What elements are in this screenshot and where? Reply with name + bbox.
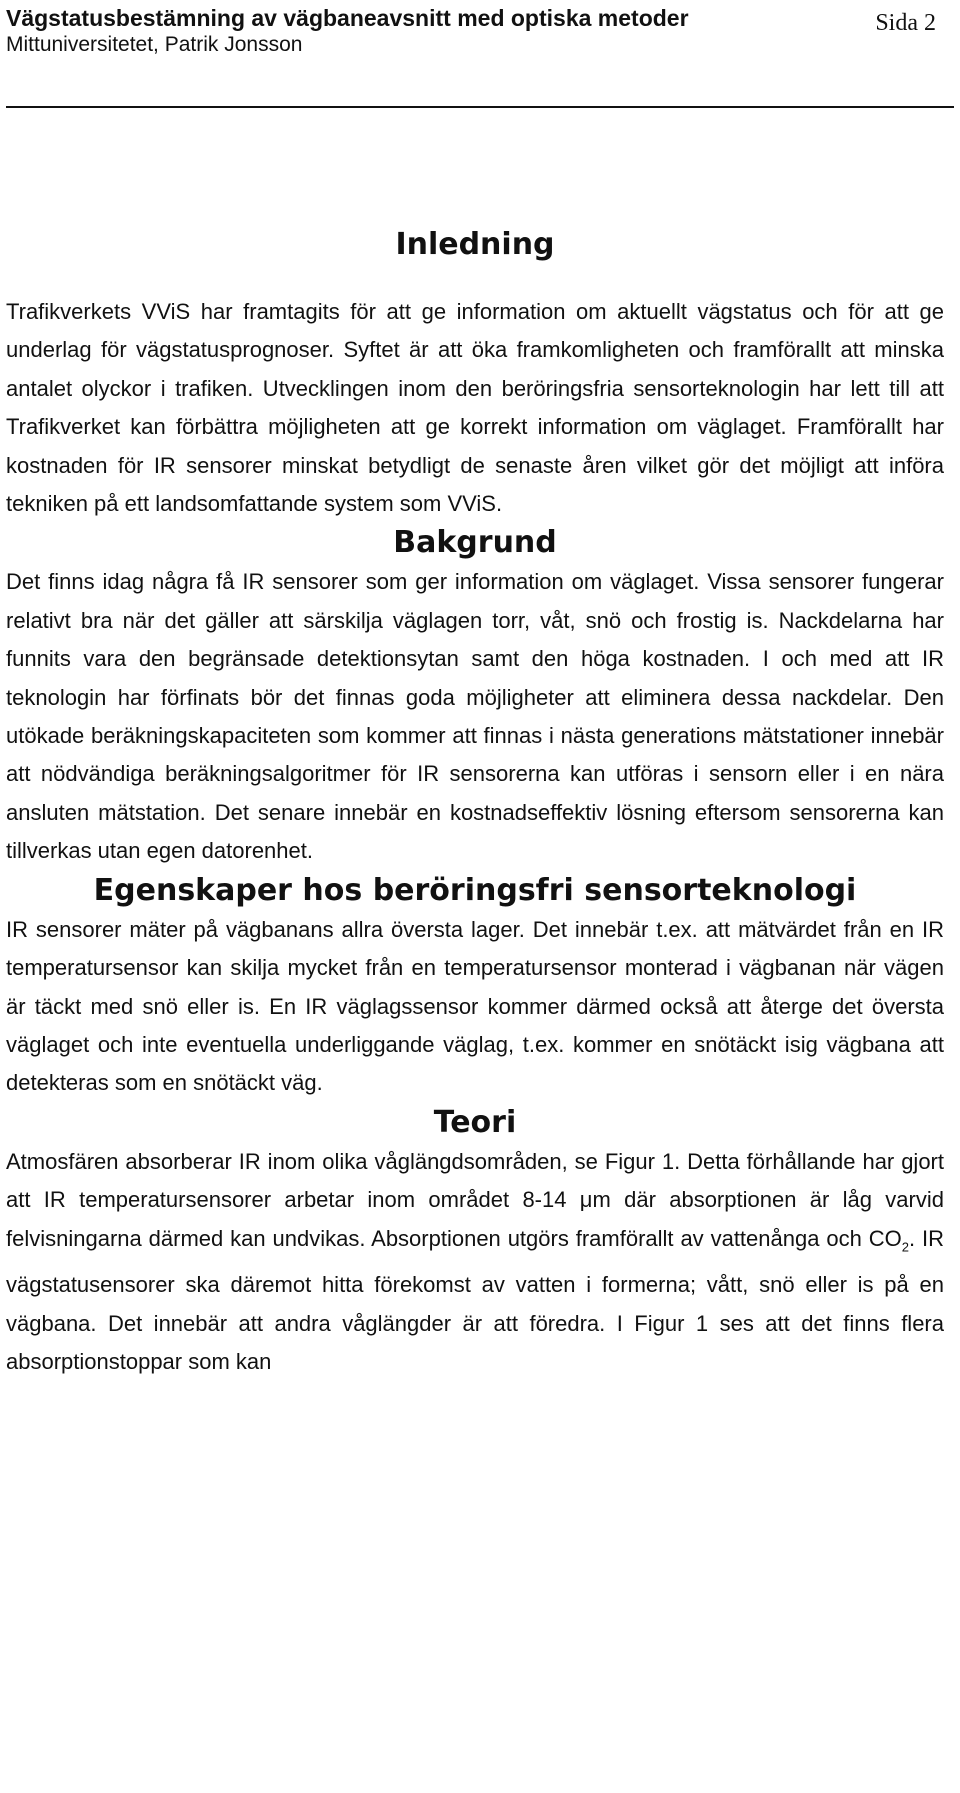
- heading-inledning: Inledning: [395, 227, 555, 262]
- co2-subscript: 2: [901, 1238, 909, 1254]
- heading-teori: Teori: [433, 1104, 517, 1140]
- document-body: [6, 110, 944, 1382]
- header-divider: [6, 106, 954, 108]
- page-header: [6, 0, 954, 110]
- heading-egenskaper: Egenskaper hos beröringsfri sensorteknologi: [93, 872, 857, 908]
- paragraph-bakgrund: Det finns idag några få IR sensorer som ger information om väglaget. Vissa sensorer fungerar relativt bra när det gäller att särskilja väglagen torr, våt, snö och frostig is. Nackdelarna har funnits vara den begränsade detektionsytan samt den höga kostnaden. I och med att IR teknologin har förfinats bör det finnas goda möjligheter att eliminera dessa nackdelar. Den utökade beräkningskapaciteten som kommer att finnas i nästa generations mätstationer innebär att nödvändiga beräkningsalgoritmer för IR sensorerna kan utföras i sensorn eller i en nära ansluten mätstation. Det senare innebär en kostnadseffektiv lösning eftersom sensorerna kan tillverkas utan egen datorenhet.: [6, 569, 944, 864]
- teori-text-part2: . IR vägstatusensorer ska däremot hitta förekomst av vatten i formerna; vått, snö eller is på en vägbana. Det innebär att andra våglängder är att föredra. I Figur 1 ses att det finns flera absorptionstoppar som kan: [6, 1225, 944, 1375]
- teori-text-part1: Atmosfären absorberar IR inom olika våglängdsområden, se Figur 1. Detta förhållande har gjort att IR temperatursensorer arbetar inom området 8-14 μm där absorptionen är låg varvid felvisningarna därmed kan undvikas. Absorptionen utgörs framförallt av vattenånga och CO: [6, 1148, 944, 1251]
- document-title: Vägstatusbestämning av vägbaneavsnitt med optiska metoder: [6, 5, 689, 31]
- paragraph-inledning: Trafikverkets VViS har framtagits för att ge information om aktuellt vägstatus och för att ge underlag för vägstatusprognoser. Syftet är att öka framkomligheten och framförallt att minska antalet olyckor i trafiken. Utvecklingen inom den beröringsfria sensorteknologin har lett till att Trafikverket kan förbättra möjligheten att ge korrekt information om väglaget. Framförallt har kostnaden för IR sensorer minskat betydligt de senaste åren vilket gör det möjligt att införa tekniken på ett landsomfattande system som VViS.: [6, 299, 944, 517]
- document-author: Mittuniversitetet, Patrik Jonsson: [6, 33, 303, 56]
- page-number: Sida 2: [875, 10, 936, 36]
- paragraph-egenskaper: IR sensorer mäter på vägbanans allra översta lager. Det innebär t.ex. att mätvärdet från en IR temperatursensor kan skilja mycket från en temperatursensor monterad i vägbanan när vägen är täckt med snö eller is. En IR väglagssensor kommer därmed också att återge det översta väglaget och inte eventuella underliggande väglag, t.ex. kommer en snötäckt isig vägbana att detekteras som en snötäckt väg.: [6, 916, 944, 1096]
- paragraph-teori: [6, 1143, 944, 1382]
- heading-bakgrund: Bakgrund: [393, 525, 557, 561]
